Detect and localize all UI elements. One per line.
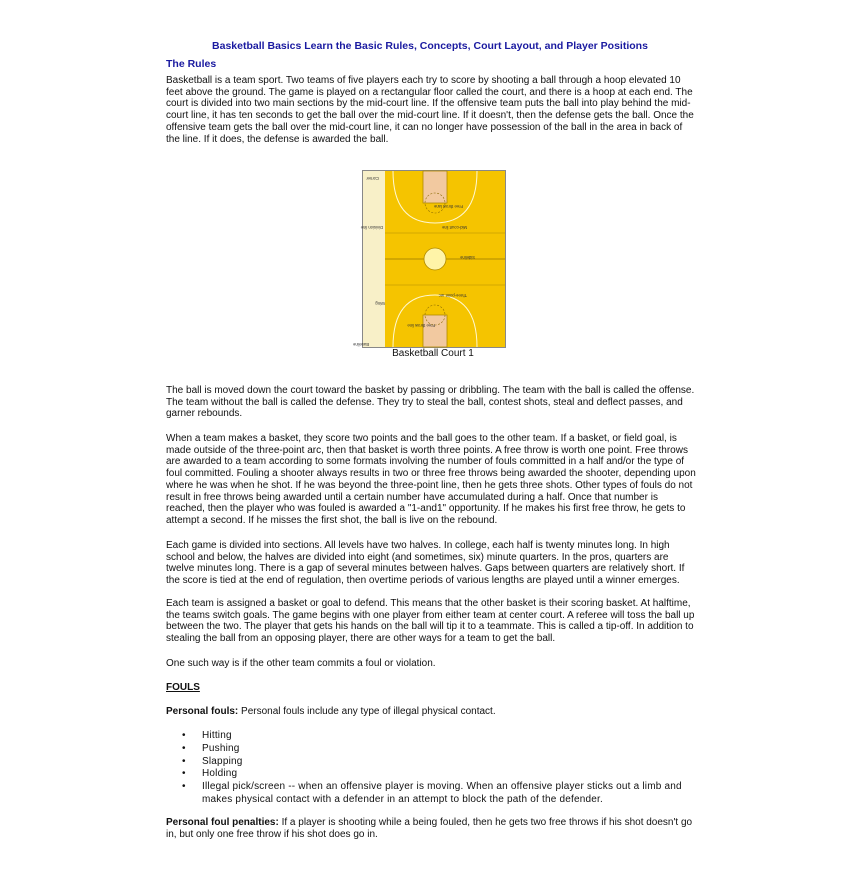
fouls-heading: FOULS [166, 682, 200, 693]
list-item-text: Illegal pick/screen -- when an offensive player is moving. When an offensive player sticks out a limb and makes physical contact with a defender in an attempt to block the path of the defender. [202, 781, 682, 805]
court-label-division-line: Division line [360, 225, 383, 230]
court-diagram [352, 170, 506, 348]
list-item-text: Hitting [202, 730, 232, 741]
rules-paragraph: Basketball is a team sport. Two teams of five players each try to score by shooting a ball through a hoop elevated 10 feet above the ground. The game is played on a rectangular floor called the court, and there is a hoop at each end. The court is divided into two main sections by the mid-court line. If the offensive team puts the ball into play behind the mid-court line, it has ten seconds to get the ball over the mid-court line. If it doesn't, then the defense gets the ball. Once the offensive team gets the ball over the mid-court line, it can no longer have possession of the ball in the area in back of the line. If it does, the defense is awarded the ball. [166, 75, 694, 145]
bottom-free-throw-lane [423, 315, 447, 347]
foul-types-list [166, 730, 696, 807]
bullet-marker: • [182, 730, 186, 741]
list-item [166, 730, 696, 743]
list-item-text: Slapping [202, 755, 243, 767]
foul-penalties-text: If a player is shooting while a being fouled, then he gets two free throws if his shot doesn't go in, but only one free throw if his shot does go in. [166, 817, 693, 840]
foul-penalties-label: Personal foul penalties: [166, 817, 279, 828]
court-label-corner: Corner [366, 176, 379, 181]
list-item [166, 743, 696, 756]
violation-paragraph: One such way is if the other team commits a foul or violation. [166, 658, 436, 669]
court-label-free-throw-lane: Free throw lane [433, 204, 463, 209]
list-item-text: Holding [202, 768, 238, 780]
top-free-throw-lane [423, 171, 447, 203]
bullet-marker: • [182, 781, 186, 793]
personal-fouls-label: Personal fouls: [166, 706, 239, 717]
rules-heading: The Rules [166, 58, 217, 70]
court-label-three-point: Three-point arc [438, 293, 467, 298]
scoring-paragraph: When a team makes a basket, they score two points and the ball goes to the other team. If a basket, or field goal, is made outside of the three-point arc, then that basket is worth three points. A free throw is worth one point. Free throws are awarded to a team according to some formats involving the number of fouls committed in a half and/or the type of foul committed. Fouling a shooter always results in two or three free throws being awarded the shooter, depending upon where he was when he shot. If he was beyond the three-point line, then he gets three shots. Other types of fouls do not result in free throws being awarded until a certain number have accumulated during a half. Once that number is reached, then the player who was fouled is awarded a "1-and1" opportunity. If he makes his first free throw, he gets to attempt a second. If he misses the first shot, the ball is live on the rebound. [166, 433, 696, 526]
list-item [166, 768, 696, 781]
bullet-marker: • [182, 768, 186, 780]
bullet-marker: • [182, 742, 186, 754]
bullet-marker: • [182, 755, 186, 767]
list-item [166, 756, 696, 769]
list-item-text: Pushing [202, 742, 240, 754]
personal-fouls-paragraph [166, 706, 696, 718]
offense-defense-paragraph: The ball is moved down the court toward the basket by passing or dribbling. The team with the ball is called the offense. The team without the ball is called the defense. They try to steal the ball, contest shots, steal and deflect passes, and garner rebounds. [166, 385, 695, 420]
center-circle [424, 248, 446, 270]
document-title: Basketball Basics Learn the Basic Rules, Concepts, Court Layout, and Player Positions [212, 40, 648, 52]
list-item [166, 781, 696, 807]
foul-penalties-paragraph [166, 817, 696, 840]
game-sections-paragraph: Each game is divided into sections. All levels have two halves. In college, each half is twenty minutes long. In high school and below, the halves are divided into eight (and sometimes, six) minute quarters. In the pros, quarters are twelve minutes long. There is a gap of several minutes between halves. Gaps between quarters are relatively short. If the score is tied at the end of regulation, then overtime periods of various lengths are played until a winner emerges. [166, 540, 685, 587]
court-label-mid-court: Mid-court line [441, 225, 467, 230]
court-svg [352, 171, 505, 347]
baskets-paragraph: Each team is assigned a basket or goal to defend. This means that the other basket is their scoring basket. At halftime, the teams switch goals. The game begins with one player from either team at center court. A referee will toss the ball up between the two. The player that gets his hands on the ball will tip it to a teammate. This is called a tip-off. In addition to stealing the ball from an opposing player, there are other ways for a team to get the ball. [166, 598, 695, 645]
court-label-wing: Wing [375, 301, 385, 306]
court-label-baseline: Baseline [352, 342, 369, 347]
personal-fouls-text: Personal fouls include any type of illegal physical contact. [238, 706, 496, 717]
figure-caption: Basketball Court 1 [392, 348, 474, 359]
court-label-free-throw-line: Free throw line [407, 323, 435, 328]
court-label-sideline: Sideline [460, 255, 475, 260]
